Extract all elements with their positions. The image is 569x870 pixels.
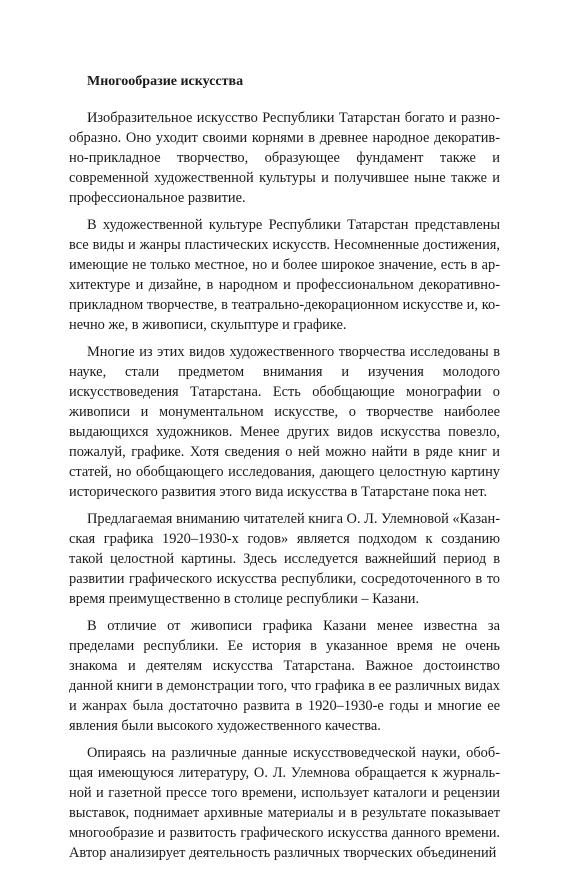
page-content [69,72,500,870]
paragraph-4: Предлагаемая вниманию читателей книга О. Л. Улемновой «Казанская графика 1920–1930-х годов» является подходом к созданию такой целостной картины. Здесь исследуется важнейший период в развитии графического искусства республики, сосредоточенного в то время преимущественно в столице республики – Казани. [69,511,500,607]
paragraph-5: В отличие от живописи графика Казани менее известна за пределами республики. Ее история в указанное время не очень знакома и деятелям искусства Татарстана. Важное достоинство данной книги в демонстрации того, что графика в ее различных видах и жанрах была достаточно развита в 1920–1930-е годы и многие ее явления были высокого художественного качества. [69,618,500,734]
paragraph-6: Опираясь на различные данные искусствоведческой науки, обобщая имеющуюся литературу, О. Л. Улемнова обращается к журнальной и газетной прессе того времени, использует каталоги и рецензии выставок, поднимает архивные материалы и в результате показывает многообразие и развитость графического искусства данного времени. Автор анализирует деятельность различных творческих объединений [69,745,500,861]
paragraph-1: Изобразительное искусство Республики Татарстан богато и разнообразно. Оно уходит своими корнями в древнее народное декоративно-прикладное творчество, образующее фундамент также и современной художественной культуры и получившее ныне также и профессиональное развитие. [69,110,500,206]
section-heading: Многообразие искусства [87,74,244,89]
paragraph-3: Многие из этих видов художественного творчества исследованы в науке, стали предметом внимания и изучения молодого искусствоведения Татарстана. Есть обобщающие монографии о живописи и монументальном искусстве, о творчестве наиболее выдающихся художников. Менее других видов искусства повезло, пожалуй, графике. Хотя сведения о ней можно найти в ряде книг и статей, но обобщающего исследования, дающего целостную картину исторического развития этого вида искусства в Татарстане пока нет. [69,344,500,500]
paragraph-2: В художественной культуре Республики Татарстан представлены все виды и жанры пластических искусств. Несомненные достижения, имеющие не только местное, но и более широкое значение, есть в архитектуре и дизайне, в народном и профессиональном декоративноприкладном творчестве, в театрально-декорационном искусстве и, конечно же, в живописи, скульптуре и графике. [69,217,500,333]
